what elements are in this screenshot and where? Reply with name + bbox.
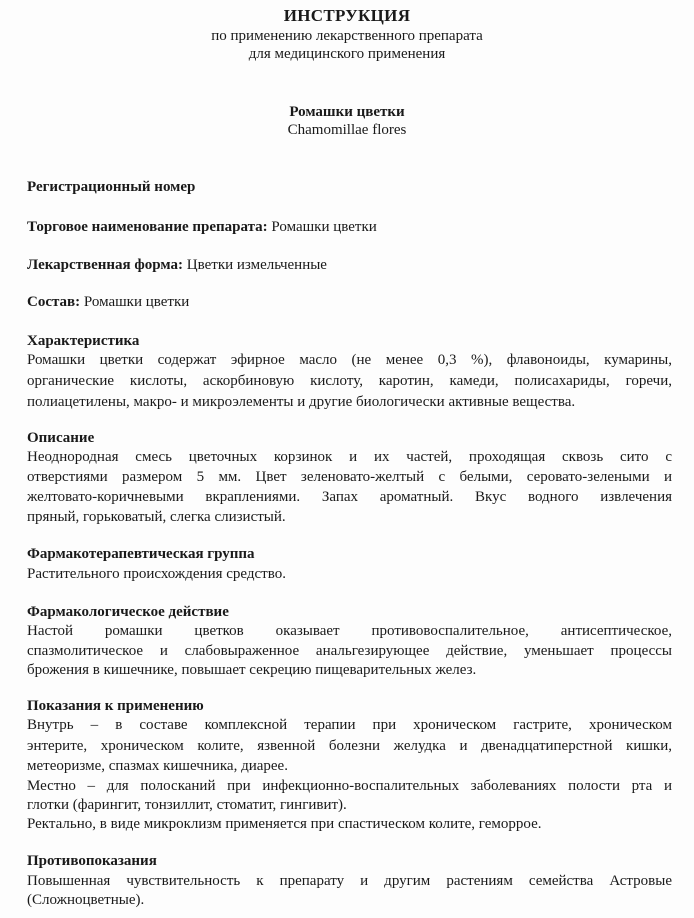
contraindications-line: (Сложноцветные).: [27, 892, 145, 908]
drug-name: Ромашки цветки: [289, 104, 405, 120]
indications-heading: Показания к применению: [27, 698, 204, 714]
description-line: Неоднородная смесь цветочных корзинок и их частей, проходящая сквозь сито с: [27, 449, 672, 465]
document-subtitle-line-2: для медицинского применения: [248, 46, 446, 62]
composition-row: [27, 293, 189, 312]
document-title: ИНСТРУКЦИЯ: [283, 6, 411, 25]
latin-name: Chamomillae flores: [287, 122, 407, 138]
pharm-action-line: Настой ромашки цветков оказывает противовоспалительное, антисептическое,: [27, 623, 672, 639]
description-line: отверстиями размером 5 мм. Цвет зеленовато-желтый с белыми, серовато-зелеными и: [27, 469, 672, 485]
dosage-form-label: Лекарственная форма:: [27, 257, 184, 273]
indications-line: энтерите, хроническом колите, язвенной болезни желудка и двенадцатиперстной кишки,: [27, 738, 672, 754]
characteristics-heading: Характеристика: [27, 333, 140, 349]
description-heading: Описание: [27, 430, 95, 446]
composition-label: Состав:: [27, 294, 81, 310]
pharm-action-heading: Фармакологическое действие: [27, 604, 229, 620]
pharm-action-line: спазмолитическое и слабовыраженное анальгезирующее действие, уменьшает процессы: [27, 643, 672, 659]
characteristics-line: органические кислоты, аскорбиновую кислоту, каротин, камеди, полисахариды, горечи,: [27, 373, 672, 389]
characteristics-line: Ромашки цветки содержат эфирное масло (не менее 0,3 %), флавоноиды, кумарины,: [27, 352, 672, 368]
trade-name-row: [27, 218, 377, 237]
document-subtitle-line-1: по применению лекарственного препарата: [211, 28, 483, 44]
description-line: желтовато-коричневыми вкраплениями. Запах ароматный. Вкус водного извлечения: [27, 489, 672, 505]
trade-name-value: Ромашки цветки: [267, 219, 377, 235]
pharm-action-line: брожения в кишечнике, повышает секрецию пищеварительных желез.: [27, 662, 477, 678]
dosage-form-value: Цветки измельченные: [183, 257, 327, 273]
indications-line: Ректально, в виде микроклизм применяется при спастическом колите, геморрое.: [27, 816, 542, 832]
composition-value: Ромашки цветки: [80, 294, 190, 310]
pharm-group-line: Растительного происхождения средство.: [27, 566, 286, 582]
description-line: пряный, горьковатый, слегка слизистый.: [27, 509, 286, 525]
contraindications-heading: Противопоказания: [27, 853, 157, 869]
indications-line: глотки (фарингит, тонзиллит, стоматит, гингивит).: [27, 797, 347, 813]
pharm-group-heading: Фармакотерапевтическая группа: [27, 546, 255, 562]
characteristics-line: полиацетилены, макро- и микроэлементы и другие биологически активные вещества.: [27, 394, 576, 410]
indications-line: Внутрь – в составе комплексной терапии при хроническом гастрите, хроническом: [27, 717, 672, 733]
dosage-form-row: [27, 256, 327, 275]
registration-heading: Регистрационный номер: [27, 179, 196, 195]
indications-line: Местно – для полосканий при инфекционно-воспалительных заболеваниях полости рта и: [27, 778, 672, 794]
contraindications-line: Повышенная чувствительность к препарату и другим растениям семейства Астровые: [27, 873, 672, 889]
trade-name-label: Торговое наименование препарата:: [27, 219, 268, 235]
indications-line: метеоризме, спазмах кишечника, диарее.: [27, 758, 288, 774]
